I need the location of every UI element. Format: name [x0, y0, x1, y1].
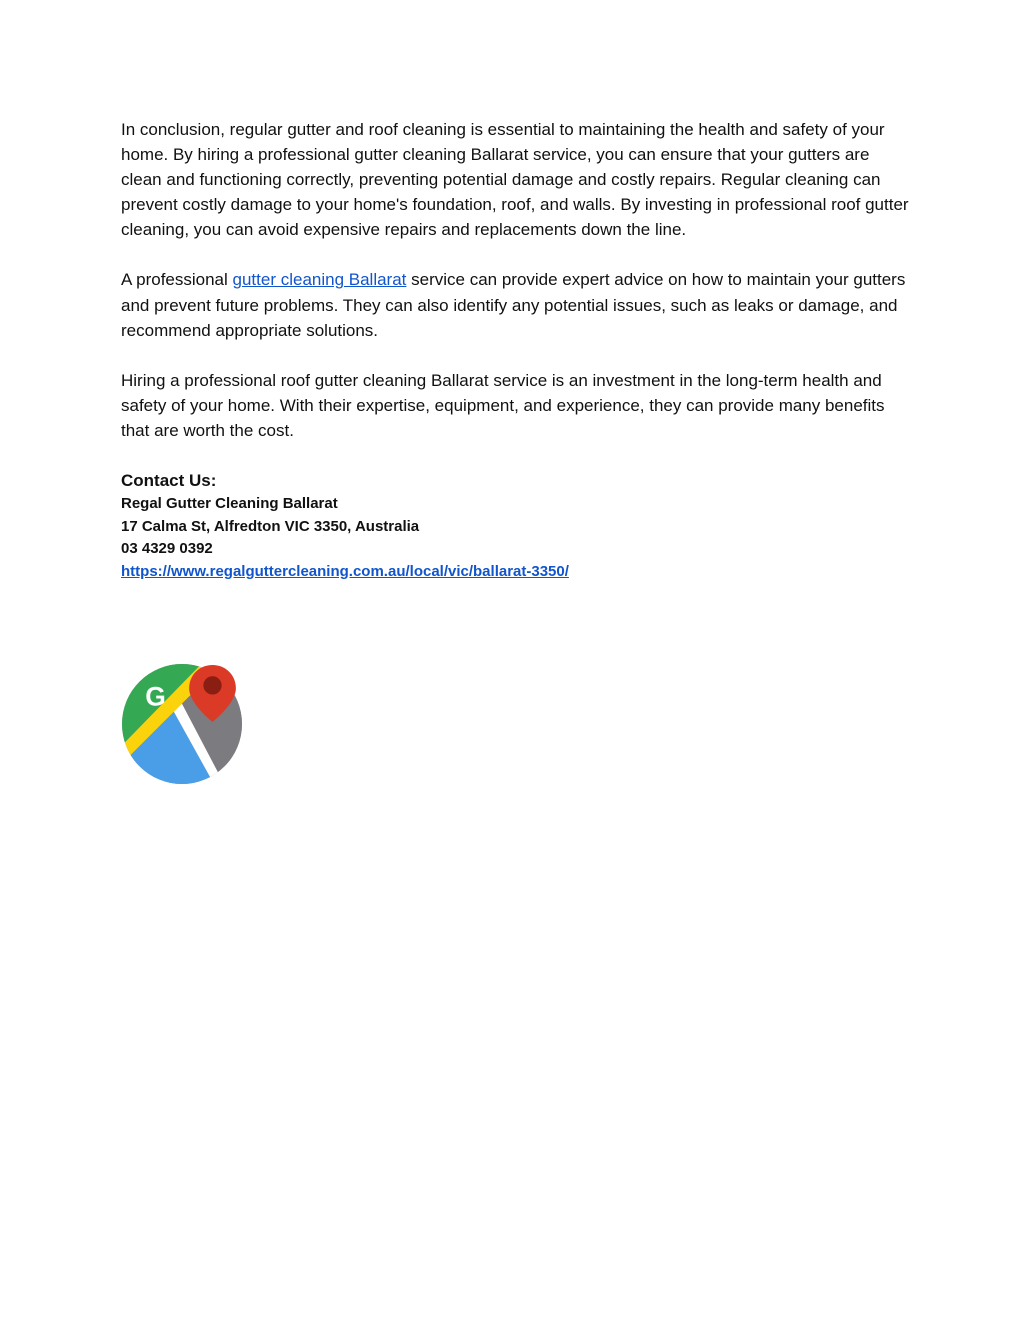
paragraph-text-after-link: service can provide expert advice on how to maintain your gutters and prevent future problems. They can also identify any potential issues, such as leaks or damage, and recommend appropriate solutions. — [121, 270, 906, 340]
google-g-letter: G — [145, 681, 166, 712]
paragraph-spacer — [121, 443, 911, 468]
gutter-cleaning-ballarat-link[interactable]: gutter cleaning Ballarat — [232, 270, 407, 290]
business-url-line — [121, 561, 911, 584]
contact-heading: Contact Us: — [121, 471, 217, 491]
google-maps-icon[interactable] — [121, 663, 243, 785]
business-name: Regal Gutter Cleaning Ballarat — [121, 495, 338, 513]
paragraph-conclusion: In conclusion, regular gutter and roof cleaning is essential to maintaining the health and safety of your home. By hiring a professional gutter cleaning Ballarat service, you can ensure that your gutters are clean and functioning correctly, preventing potential damage and costly repairs. Regular cleaning can prevent costly damage to your home's foundation, roof, and walls. By investing in professional roof gutter cleaning, you can avoid expensive repairs and replacements down the line. — [121, 120, 909, 240]
business-phone: 03 4329 0392 — [121, 540, 213, 558]
document-page — [121, 117, 911, 583]
paragraph-text-before-link: A professional — [121, 270, 233, 290]
location-pin-dot — [203, 676, 221, 694]
business-address: 17 Calma St, Alfredton VIC 3350, Australia — [121, 517, 420, 535]
contact-section — [121, 468, 911, 583]
paragraph-investment: Hiring a professional roof gutter cleaning Ballarat service is an investment in the long-term health and safety of your home. With their expertise, equipment, and experience, they can provide many benefits that are worth the cost. — [121, 370, 885, 440]
paragraph-spacer — [121, 343, 911, 368]
paragraph-expert-advice — [121, 267, 911, 342]
business-website-link[interactable]: https://www.regalguttercleaning.com.au/local/vic/ballarat-3350/ — [121, 562, 569, 580]
paragraph-spacer — [121, 242, 911, 267]
